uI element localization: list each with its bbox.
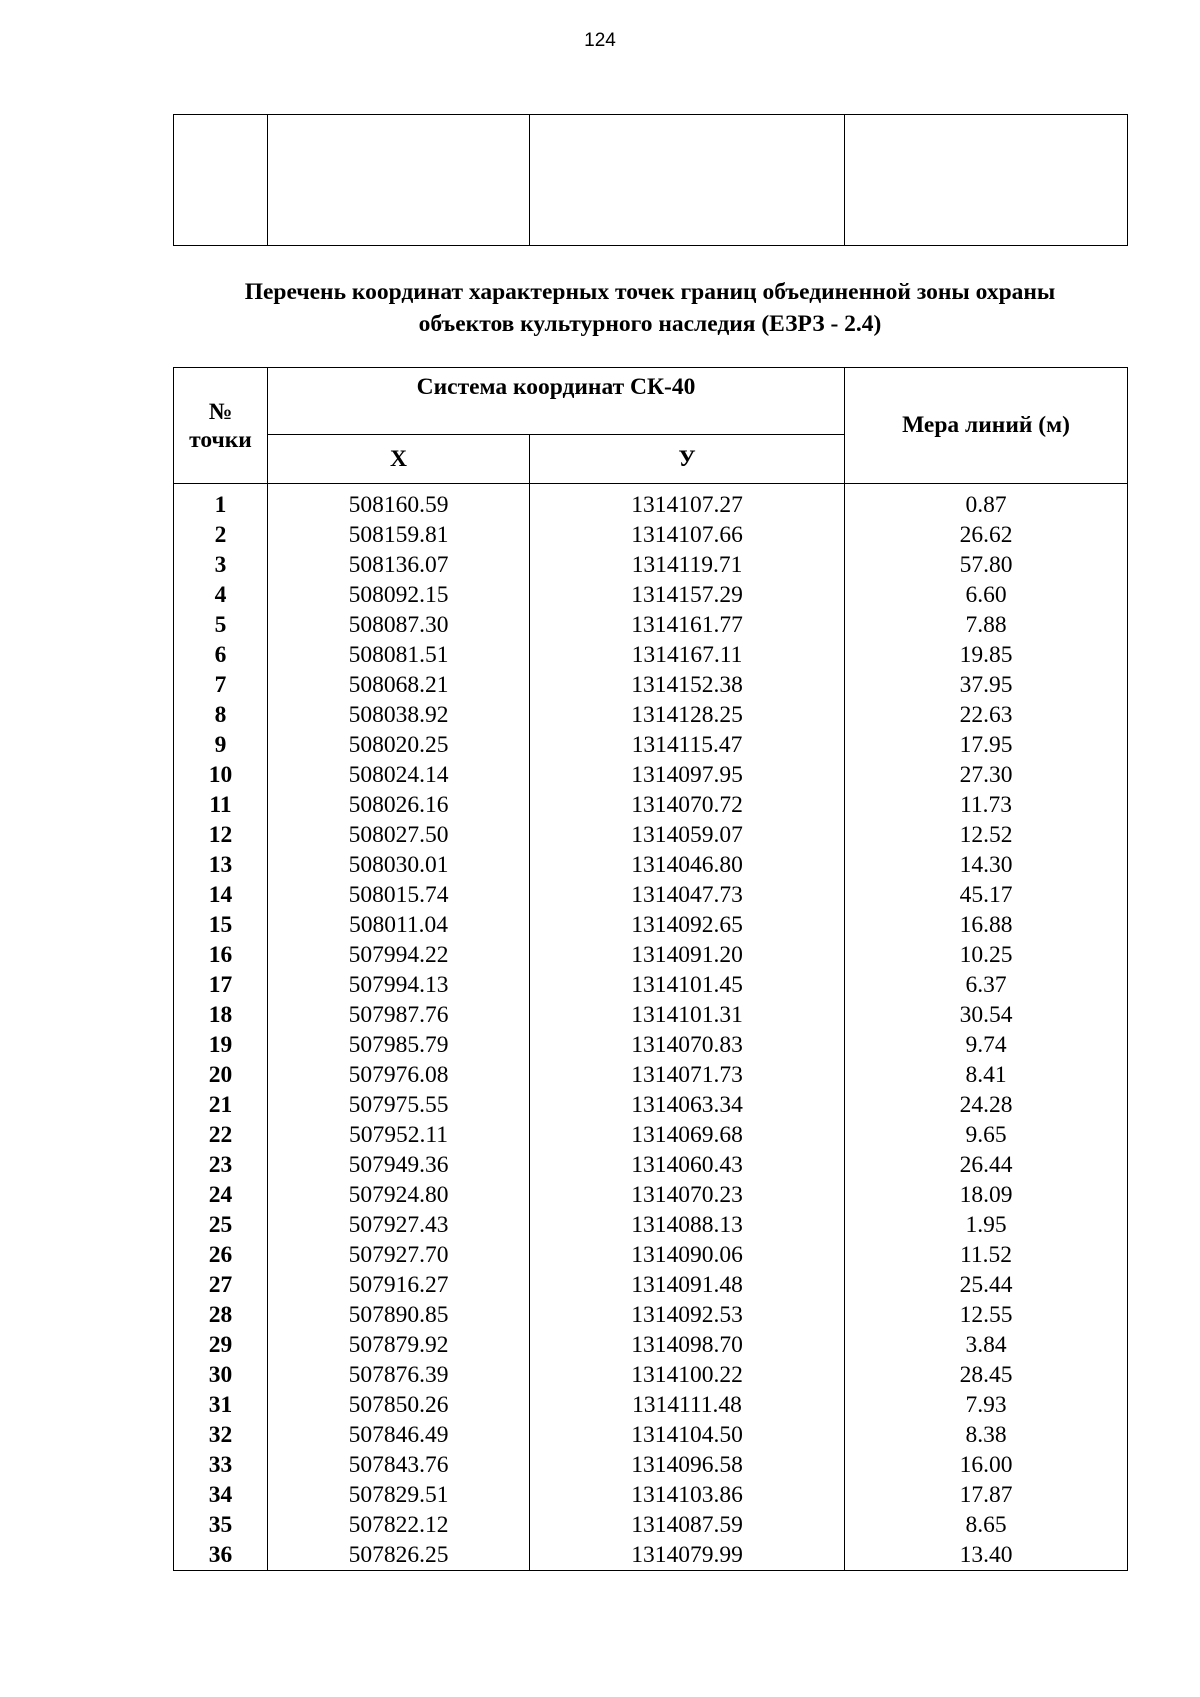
line-length-cell: 25.44	[845, 1270, 1128, 1300]
point-number-cell: 30	[174, 1360, 268, 1390]
table-row	[174, 1270, 1128, 1300]
line-length-cell: 57.80	[845, 550, 1128, 580]
table-row	[174, 790, 1128, 820]
y-coordinate-cell: 1314103.86	[530, 1480, 845, 1510]
x-coordinate-cell: 507924.80	[268, 1180, 530, 1210]
x-coordinate-cell: 507994.22	[268, 940, 530, 970]
x-coordinate-cell: 507927.43	[268, 1210, 530, 1240]
x-coordinate-cell: 507879.92	[268, 1330, 530, 1360]
line-length-cell: 10.25	[845, 940, 1128, 970]
point-number-header	[174, 368, 268, 484]
x-coordinate-cell: 508024.14	[268, 760, 530, 790]
x-coordinate-cell: 507952.11	[268, 1120, 530, 1150]
table-row	[174, 1180, 1128, 1210]
line-length-cell: 8.38	[845, 1420, 1128, 1450]
y-coordinate-cell: 1314063.34	[530, 1090, 845, 1120]
x-coordinate-cell: 507949.36	[268, 1150, 530, 1180]
line-length-cell: 7.93	[845, 1390, 1128, 1420]
x-coordinate-cell: 508081.51	[268, 640, 530, 670]
coordinate-system-header: Система координат СК-40	[268, 368, 845, 435]
point-number-cell: 16	[174, 940, 268, 970]
title-line-2: объектов культурного наследия (ЕЗРЗ - 2.4)	[418, 311, 882, 337]
table-row	[174, 730, 1128, 760]
line-length-cell: 8.41	[845, 1060, 1128, 1090]
point-number-cell: 10	[174, 760, 268, 790]
table-row	[174, 550, 1128, 580]
point-number-cell: 3	[174, 550, 268, 580]
line-length-cell: 9.74	[845, 1030, 1128, 1060]
line-length-cell: 0.87	[845, 484, 1128, 521]
point-number-cell: 13	[174, 850, 268, 880]
point-number-cell: 35	[174, 1510, 268, 1540]
table-row	[174, 1330, 1128, 1360]
line-length-cell: 26.44	[845, 1150, 1128, 1180]
y-coordinate-cell: 1314091.48	[530, 1270, 845, 1300]
table-row	[174, 1360, 1128, 1390]
point-number-cell: 31	[174, 1390, 268, 1420]
y-coordinate-cell: 1314101.31	[530, 1000, 845, 1030]
coordinates-table	[173, 367, 1128, 1571]
x-coordinate-cell: 508038.92	[268, 700, 530, 730]
point-number-cell: 36	[174, 1540, 268, 1571]
point-number-cell: 24	[174, 1180, 268, 1210]
point-number-cell: 5	[174, 610, 268, 640]
line-length-cell: 6.60	[845, 580, 1128, 610]
y-coordinate-cell: 1314115.47	[530, 730, 845, 760]
table-row	[174, 850, 1128, 880]
x-coordinate-cell: 508068.21	[268, 670, 530, 700]
line-length-cell: 37.95	[845, 670, 1128, 700]
table-row	[174, 1060, 1128, 1090]
table-row	[174, 940, 1128, 970]
section-title	[150, 276, 1150, 340]
point-number-cell: 28	[174, 1300, 268, 1330]
y-coordinate-cell: 1314100.22	[530, 1360, 845, 1390]
x-coordinate-cell: 508160.59	[268, 484, 530, 521]
y-coordinate-cell: 1314107.66	[530, 520, 845, 550]
y-coordinate-cell: 1314070.23	[530, 1180, 845, 1210]
point-number-cell: 19	[174, 1030, 268, 1060]
line-length-cell: 22.63	[845, 700, 1128, 730]
y-coordinate-cell: 1314161.77	[530, 610, 845, 640]
y-coordinate-cell: 1314071.73	[530, 1060, 845, 1090]
point-number-cell: 8	[174, 700, 268, 730]
y-coordinate-cell: 1314091.20	[530, 940, 845, 970]
point-number-cell: 9	[174, 730, 268, 760]
previous-table-fragment	[173, 114, 1128, 246]
y-coordinate-cell: 1314098.70	[530, 1330, 845, 1360]
y-coordinate-cell: 1314111.48	[530, 1390, 845, 1420]
table-row	[174, 670, 1128, 700]
y-coordinate-cell: 1314101.45	[530, 970, 845, 1000]
table-row	[174, 580, 1128, 610]
y-coordinate-cell: 1314069.68	[530, 1120, 845, 1150]
point-number-header-line-2: точки	[189, 426, 252, 453]
empty-cell	[845, 115, 1128, 246]
x-coordinate-cell: 507890.85	[268, 1300, 530, 1330]
x-coordinate-cell: 507987.76	[268, 1000, 530, 1030]
x-coordinate-cell: 508159.81	[268, 520, 530, 550]
line-length-cell: 45.17	[845, 880, 1128, 910]
point-number-cell: 6	[174, 640, 268, 670]
point-number-cell: 26	[174, 1240, 268, 1270]
y-coordinate-cell: 1314152.38	[530, 670, 845, 700]
x-coordinate-cell: 508092.15	[268, 580, 530, 610]
empty-cell	[530, 115, 845, 246]
empty-cell	[268, 115, 530, 246]
table-row	[174, 1390, 1128, 1420]
y-coordinate-cell: 1314090.06	[530, 1240, 845, 1270]
table-row	[174, 910, 1128, 940]
point-number-cell: 27	[174, 1270, 268, 1300]
y-coordinate-cell: 1314092.65	[530, 910, 845, 940]
point-number-header-line-1: №	[208, 398, 233, 425]
y-coordinate-cell: 1314047.73	[530, 880, 845, 910]
point-number-cell: 20	[174, 1060, 268, 1090]
y-coordinate-cell: 1314087.59	[530, 1510, 845, 1540]
table-row	[174, 1510, 1128, 1540]
y-coordinate-cell: 1314096.58	[530, 1450, 845, 1480]
point-number-cell: 12	[174, 820, 268, 850]
x-coordinate-cell: 507927.70	[268, 1240, 530, 1270]
line-length-cell: 19.85	[845, 640, 1128, 670]
x-coordinate-cell: 507975.55	[268, 1090, 530, 1120]
y-coordinate-cell: 1314060.43	[530, 1150, 845, 1180]
line-length-cell: 12.52	[845, 820, 1128, 850]
y-coordinate-cell: 1314070.72	[530, 790, 845, 820]
point-number-cell: 29	[174, 1330, 268, 1360]
table-row	[174, 970, 1128, 1000]
line-length-cell: 28.45	[845, 1360, 1128, 1390]
x-coordinate-cell: 508026.16	[268, 790, 530, 820]
point-number-cell: 34	[174, 1480, 268, 1510]
y-coordinate-cell: 1314104.50	[530, 1420, 845, 1450]
page-number: 124	[584, 30, 616, 51]
line-length-cell: 17.87	[845, 1480, 1128, 1510]
table-row	[174, 880, 1128, 910]
point-number-cell: 17	[174, 970, 268, 1000]
x-coordinate-cell: 508027.50	[268, 820, 530, 850]
y-coordinate-cell: 1314097.95	[530, 760, 845, 790]
line-length-cell: 1.95	[845, 1210, 1128, 1240]
x-coordinate-cell: 508136.07	[268, 550, 530, 580]
table-row	[174, 640, 1128, 670]
line-length-cell: 16.88	[845, 910, 1128, 940]
table-row	[174, 760, 1128, 790]
y-coordinate-cell: 1314157.29	[530, 580, 845, 610]
line-length-cell: 7.88	[845, 610, 1128, 640]
point-number-cell: 23	[174, 1150, 268, 1180]
x-coordinate-cell: 507850.26	[268, 1390, 530, 1420]
y-header: У	[530, 435, 845, 484]
x-coordinate-cell: 507843.76	[268, 1450, 530, 1480]
x-coordinate-cell: 507829.51	[268, 1480, 530, 1510]
table-row	[174, 1420, 1128, 1450]
table-body	[174, 484, 1128, 1571]
x-header: Х	[268, 435, 530, 484]
table-row	[174, 700, 1128, 730]
y-coordinate-cell: 1314070.83	[530, 1030, 845, 1060]
y-coordinate-cell: 1314119.71	[530, 550, 845, 580]
line-length-cell: 16.00	[845, 1450, 1128, 1480]
table-row	[174, 1150, 1128, 1180]
line-length-cell: 14.30	[845, 850, 1128, 880]
point-number-cell: 11	[174, 790, 268, 820]
x-coordinate-cell: 507994.13	[268, 970, 530, 1000]
table-header	[174, 368, 1128, 484]
point-number-cell: 25	[174, 1210, 268, 1240]
table-row	[174, 1210, 1128, 1240]
y-coordinate-cell: 1314107.27	[530, 484, 845, 521]
x-coordinate-cell: 507916.27	[268, 1270, 530, 1300]
empty-table-row	[174, 115, 1128, 246]
point-number-cell: 4	[174, 580, 268, 610]
x-coordinate-cell: 508020.25	[268, 730, 530, 760]
y-coordinate-cell: 1314088.13	[530, 1210, 845, 1240]
y-coordinate-cell: 1314128.25	[530, 700, 845, 730]
x-coordinate-cell: 508015.74	[268, 880, 530, 910]
line-length-cell: 8.65	[845, 1510, 1128, 1540]
table-row	[174, 1120, 1128, 1150]
point-number-cell: 32	[174, 1420, 268, 1450]
table-row	[174, 1450, 1128, 1480]
line-length-cell: 11.52	[845, 1240, 1128, 1270]
line-length-cell: 3.84	[845, 1330, 1128, 1360]
line-length-cell: 6.37	[845, 970, 1128, 1000]
x-coordinate-cell: 507976.08	[268, 1060, 530, 1090]
line-length-cell: 17.95	[845, 730, 1128, 760]
x-coordinate-cell: 507822.12	[268, 1510, 530, 1540]
table-row	[174, 484, 1128, 521]
table-row	[174, 610, 1128, 640]
line-length-cell: 24.28	[845, 1090, 1128, 1120]
line-length-cell: 9.65	[845, 1120, 1128, 1150]
point-number-cell: 22	[174, 1120, 268, 1150]
y-coordinate-cell: 1314059.07	[530, 820, 845, 850]
table-row	[174, 1480, 1128, 1510]
table-row	[174, 820, 1128, 850]
point-number-cell: 14	[174, 880, 268, 910]
table-row	[174, 1240, 1128, 1270]
x-coordinate-cell: 507826.25	[268, 1540, 530, 1571]
table-row	[174, 1030, 1128, 1060]
point-number-cell: 15	[174, 910, 268, 940]
table-row	[174, 1000, 1128, 1030]
line-length-cell: 26.62	[845, 520, 1128, 550]
point-number-cell: 18	[174, 1000, 268, 1030]
table-row	[174, 1300, 1128, 1330]
table-row	[174, 1090, 1128, 1120]
line-length-cell: 12.55	[845, 1300, 1128, 1330]
x-coordinate-cell: 507876.39	[268, 1360, 530, 1390]
point-number-cell: 21	[174, 1090, 268, 1120]
x-coordinate-cell: 508030.01	[268, 850, 530, 880]
point-number-cell: 33	[174, 1450, 268, 1480]
y-coordinate-cell: 1314079.99	[530, 1540, 845, 1571]
title-line-1: Перечень координат характерных точек границ объединенной зоны охраны	[244, 279, 1056, 305]
line-measure-header: Мера линий (м)	[845, 368, 1128, 484]
x-coordinate-cell: 508087.30	[268, 610, 530, 640]
table-row	[174, 1540, 1128, 1571]
x-coordinate-cell: 508011.04	[268, 910, 530, 940]
y-coordinate-cell: 1314092.53	[530, 1300, 845, 1330]
line-length-cell: 11.73	[845, 790, 1128, 820]
line-length-cell: 30.54	[845, 1000, 1128, 1030]
point-number-cell: 1	[174, 484, 268, 521]
x-coordinate-cell: 507846.49	[268, 1420, 530, 1450]
line-length-cell: 18.09	[845, 1180, 1128, 1210]
table-row	[174, 520, 1128, 550]
y-coordinate-cell: 1314046.80	[530, 850, 845, 880]
empty-cell	[174, 115, 268, 246]
line-length-cell: 27.30	[845, 760, 1128, 790]
line-length-cell: 13.40	[845, 1540, 1128, 1571]
x-coordinate-cell: 507985.79	[268, 1030, 530, 1060]
y-coordinate-cell: 1314167.11	[530, 640, 845, 670]
point-number-cell: 2	[174, 520, 268, 550]
point-number-cell: 7	[174, 670, 268, 700]
